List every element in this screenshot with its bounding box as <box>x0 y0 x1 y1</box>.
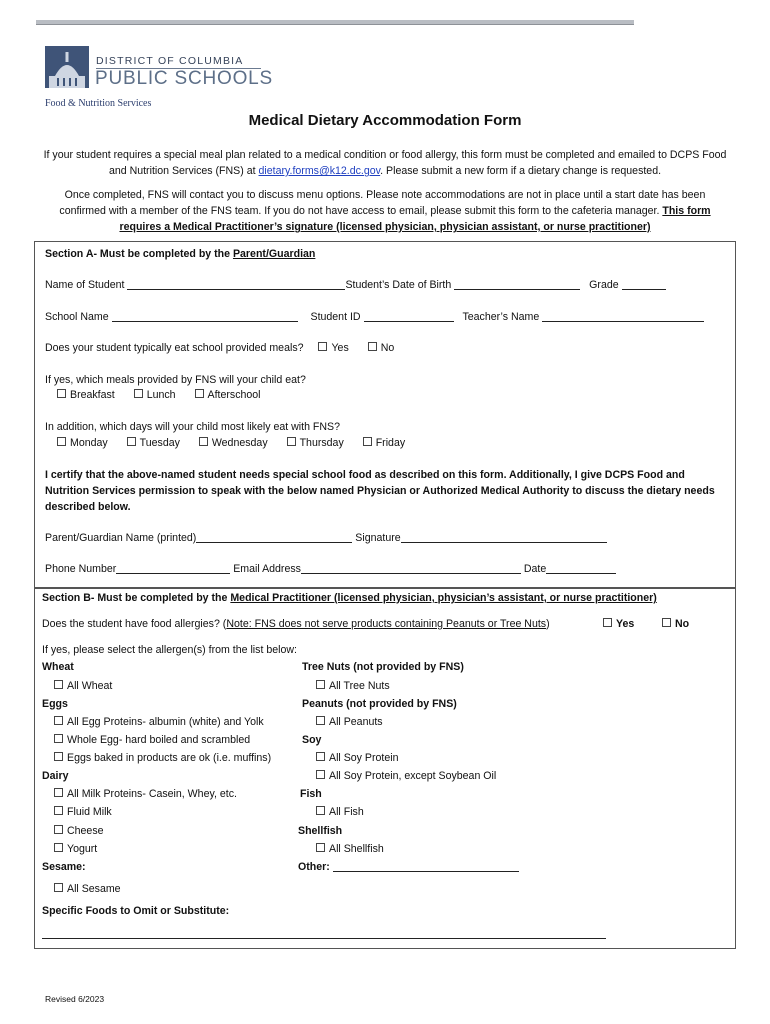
allergen-yogurt[interactable]: Yogurt <box>54 843 97 855</box>
school-meals-question-row: Does your student typically eat school provided meals? Yes No <box>45 342 395 354</box>
other-allergen-row: Other: <box>298 861 519 873</box>
sesame-heading: Sesame: <box>42 861 86 873</box>
fish-heading: Fish <box>300 788 322 800</box>
contact-row: Phone Number Email Address Date <box>45 563 616 575</box>
intro-paragraph-2: Once completed, FNS will contact you to discuss menu options. Please note accommodations are not in place until a start date has been confirmed with a member of the FNS team. If you do not have access to email, please submit this form to the cafeteria manager. This form requires a Medical Practitioner’s signature (licensed physician, physician assistant, or nurse practitioner) <box>59 189 711 233</box>
shellfish-heading: Shellfish <box>298 825 343 837</box>
section-b-box <box>34 587 736 949</box>
meal-option-lunch[interactable]: Lunch <box>134 389 176 401</box>
soy-heading: Soy <box>302 734 322 746</box>
parent-name-field[interactable] <box>196 532 352 543</box>
allergen-whole-egg[interactable]: Whole Egg- hard boiled and scrambled <box>54 734 250 746</box>
checkbox-icon[interactable] <box>368 342 377 351</box>
student-id-field[interactable] <box>364 311 454 322</box>
school-row: School Name Student ID Teacher’s Name <box>45 311 704 323</box>
grade-field[interactable] <box>622 279 666 290</box>
allergy-yes-option[interactable]: Yes <box>603 618 634 630</box>
specific-foods-field[interactable] <box>42 938 606 939</box>
food-allergy-question: Does the student have food allergies? (Note: FNS does not serve products containing Peanuts or Tree Nuts) <box>42 618 550 630</box>
specific-foods-label: Specific Foods to Omit or Substitute: <box>42 905 230 917</box>
day-option-friday[interactable]: Friday <box>363 437 405 449</box>
allergen-all-peanuts[interactable]: All Peanuts <box>316 716 383 728</box>
section-a-heading: Section A- Must be completed by the Parent/Guardian <box>45 248 316 260</box>
allergen-all-soy-protein[interactable]: All Soy Protein <box>316 752 398 764</box>
student-name-field[interactable] <box>127 279 345 290</box>
teacher-name-field[interactable] <box>542 311 704 322</box>
email-address-field[interactable] <box>301 563 521 574</box>
revision-date: Revised 6/2023 <box>45 994 105 1004</box>
days-question: In addition, which days will your child most likely eat with FNS? <box>45 421 340 433</box>
meal-option-afterschool[interactable]: Afterschool <box>195 389 261 401</box>
top-rule <box>36 20 634 25</box>
tree-nuts-heading: Tree Nuts (not provided by FNS) <box>302 661 464 673</box>
allergen-all-sesame[interactable]: All Sesame <box>54 883 121 895</box>
meal-option-breakfast[interactable]: Breakfast <box>57 389 115 401</box>
which-meals-question: If yes, which meals provided by FNS will your child eat? <box>45 374 306 386</box>
meal-options-row <box>57 389 277 401</box>
parent-signature-field[interactable] <box>401 532 607 543</box>
logo-subtitle: Food & Nutrition Services <box>45 98 152 109</box>
allergen-all-egg-proteins[interactable]: All Egg Proteins- albumin (white) and Yolk <box>54 716 264 728</box>
date-of-birth-field[interactable] <box>454 279 580 290</box>
allergy-no-option[interactable]: No <box>662 618 689 630</box>
day-option-tuesday[interactable]: Tuesday <box>127 437 180 449</box>
other-allergen-field[interactable] <box>333 861 519 872</box>
checkbox-icon[interactable] <box>318 342 327 351</box>
page-title: Medical Dietary Accommodation Form <box>248 112 522 129</box>
allergen-soy-except-oil[interactable]: All Soy Protein, except Soybean Oil <box>316 770 496 782</box>
allergen-baked-eggs-ok[interactable]: Eggs baked in products are ok (i.e. muffins) <box>54 752 271 764</box>
day-option-thursday[interactable]: Thursday <box>287 437 344 449</box>
school-name-field[interactable] <box>112 311 298 322</box>
certification-statement: I certify that the above-named student needs special school food as described on this form. Additionally, I give DCPS Food and Nutrition Services permission to speak with the below named Physician or Authorized Medical Authority to discuss the dietary needs described below. <box>45 469 715 513</box>
signature-requirement: This form requires a Medical Practitioner’s signature (licensed physician, physician assistant, or nurse practitioner) <box>119 205 711 233</box>
wheat-heading: Wheat <box>42 661 74 673</box>
section-b-heading: Section B- Must be completed by the Medical Practitioner (licensed physician, physician’s assistant, or nurse practitioner) <box>42 592 657 604</box>
allergen-all-tree-nuts[interactable]: All Tree Nuts <box>316 680 390 692</box>
meals-no-option[interactable]: No <box>368 342 395 354</box>
student-name-row: Name of Student Student’s Date of Birth Grade <box>45 279 666 291</box>
allergen-all-fish[interactable]: All Fish <box>316 806 364 818</box>
intro-paragraph-1: If your student requires a special meal plan related to a medical condition or food allergy, this form must be completed and emailed to DCPS Food and Nutrition Services (FNS) at dietary.forms@k12.dc.gov. Please submit a new form if a dietary change is requested. <box>43 149 727 177</box>
allergen-all-wheat[interactable]: All Wheat <box>54 680 112 692</box>
day-option-wednesday[interactable]: Wednesday <box>199 437 268 449</box>
allergen-cheese[interactable]: Cheese <box>54 825 104 837</box>
meals-yes-option[interactable]: Yes <box>318 342 348 354</box>
dairy-heading: Dairy <box>42 770 69 782</box>
parent-date-field[interactable] <box>546 563 616 574</box>
day-options-row <box>57 437 421 449</box>
dcps-capitol-logo <box>45 46 89 88</box>
allergen-fluid-milk[interactable]: Fluid Milk <box>54 806 112 818</box>
allergen-select-prompt: If yes, please select the allergen(s) from the list below: <box>42 644 297 656</box>
peanuts-heading: Peanuts (not provided by FNS) <box>302 698 457 710</box>
day-option-monday[interactable]: Monday <box>57 437 108 449</box>
logo-public-schools-text: PUBLIC SCHOOLS <box>95 68 274 89</box>
logo-district-text: DISTRICT OF COLUMBIA <box>96 55 244 67</box>
allergen-all-milk-proteins[interactable]: All Milk Proteins- Casein, Whey, etc. <box>54 788 237 800</box>
email-link[interactable]: dietary.forms@k12.dc.gov <box>258 165 381 177</box>
parent-name-row: Parent/Guardian Name (printed) Signature <box>45 532 607 544</box>
phone-number-field[interactable] <box>116 563 230 574</box>
allergen-all-shellfish[interactable]: All Shellfish <box>316 843 384 855</box>
eggs-heading: Eggs <box>42 698 68 710</box>
